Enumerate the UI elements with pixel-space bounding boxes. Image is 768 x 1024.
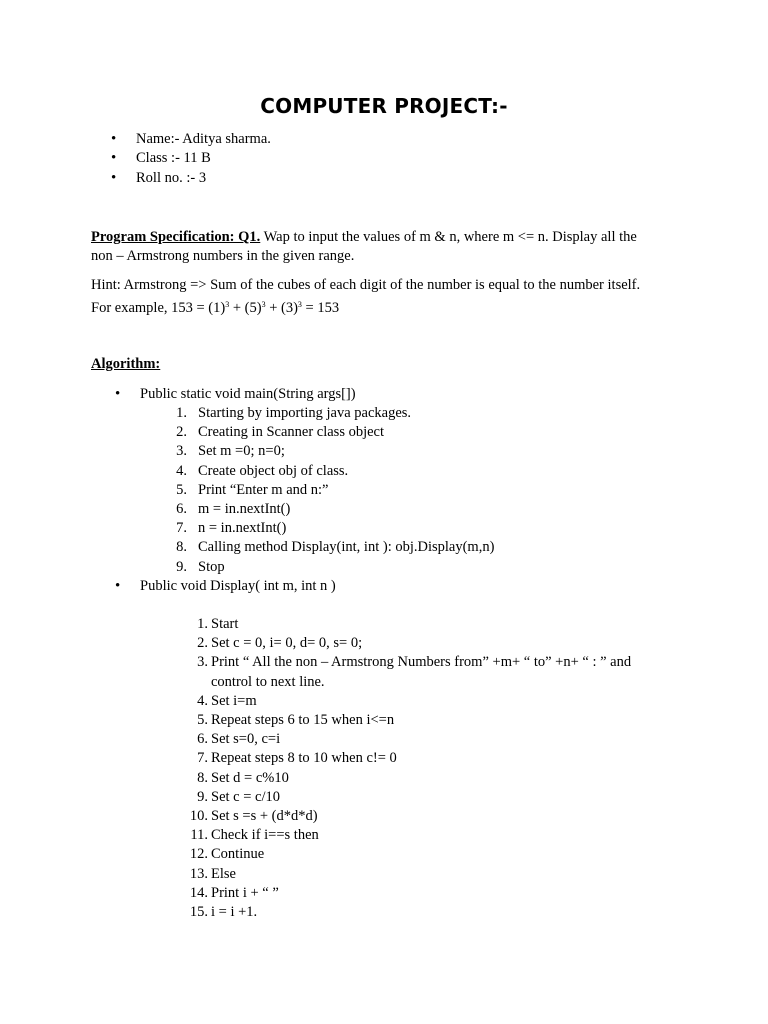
display-step-number: 5.	[197, 712, 208, 728]
display-step: Else	[211, 866, 236, 882]
display-step: control to next line.	[211, 674, 325, 690]
info-name: • Name:- Aditya sharma.	[136, 132, 271, 147]
main-step-number: 9.	[176, 559, 187, 575]
display-step: Set c = c/10	[211, 789, 280, 805]
hint-line-1: Hint: Armstrong => Sum of the cubes of each digit of the number is equal to the number itself.	[91, 277, 641, 293]
display-step: Continue	[211, 846, 265, 862]
program-specification	[91, 228, 681, 266]
display-step: Repeat steps 8 to 10 when c!= 0	[211, 750, 397, 766]
display-step: Print i + “ ”	[211, 885, 279, 901]
main-step-number: 1.	[176, 405, 187, 421]
main-step: Starting by importing java packages.	[198, 405, 412, 421]
display-step: Set s =s + (d*d*d)	[211, 808, 318, 824]
display-step: Start	[211, 616, 239, 632]
display-step: Print “ All the non – Armstrong Numbers from” +m+ “ to” +n+ “ : ” and	[211, 654, 632, 670]
display-step: i = i +1.	[211, 904, 258, 920]
main-step: Create object obj of class.	[198, 463, 349, 479]
spec-text-2: non – Armstrong numbers in the given range.	[91, 248, 355, 264]
main-step-number: 5.	[176, 482, 187, 498]
display-step: Repeat steps 6 to 15 when i<=n	[211, 712, 395, 728]
display-step-number: 1.	[197, 616, 208, 632]
main-step: Stop	[198, 559, 225, 575]
main-step: Print “Enter m and n:”	[198, 482, 329, 498]
display-step-number: 10.	[189, 808, 208, 824]
main-step-number: 4.	[176, 463, 187, 479]
display-step-number: 11.	[190, 827, 208, 843]
display-step-number: 8.	[197, 770, 208, 786]
document-title: COMPUTER PROJECT:-	[260, 94, 508, 118]
display-step-number: 14.	[189, 885, 208, 901]
display-step: Set i=m	[211, 693, 257, 709]
main-step: Calling method Display(int, int ): obj.Display(m,n)	[198, 539, 495, 555]
hint	[91, 276, 711, 318]
algorithm-heading: Algorithm:	[91, 356, 161, 372]
hint-line-2	[91, 300, 339, 316]
display-step: Set d = c%10	[211, 770, 289, 786]
display-step-number: 12.	[189, 846, 208, 862]
display-step-number: 2.	[197, 635, 208, 651]
display-step-number: 6.	[197, 731, 208, 747]
display-step-number: 9.	[197, 789, 208, 805]
display-step: Check if i==s then	[211, 827, 319, 843]
main-step-number: 2.	[176, 424, 187, 440]
main-step-number: 8.	[176, 539, 187, 555]
main-step: Creating in Scanner class object	[198, 424, 385, 440]
main-step: m = in.nextInt()	[198, 501, 291, 517]
main-step-number: 7.	[176, 520, 187, 536]
hint-sup-1: 3	[225, 300, 230, 309]
hint-part-b: + (5)	[229, 300, 262, 316]
display-step-number: 15.	[189, 904, 208, 920]
display-method-header: • Public void Display( int m, int n )	[140, 579, 336, 594]
display-step-number: 3.	[197, 654, 208, 670]
hint-part-c: + (3)	[265, 300, 298, 316]
info-class: • Class :- 11 B	[136, 151, 211, 166]
spec-text-1: Wap to input the values of m & n, where m <= n. Display all the	[260, 229, 637, 245]
display-step: Set s=0, c=i	[211, 731, 281, 747]
main-step-number: 3.	[176, 443, 187, 459]
display-step: Set c = 0, i= 0, d= 0, s= 0;	[211, 635, 363, 651]
display-step-number: 13.	[189, 866, 208, 882]
display-step-number: 4.	[197, 693, 208, 709]
hint-sup-2: 3	[261, 300, 266, 309]
hint-sup-3: 3	[297, 300, 302, 309]
hint-part-a: For example, 153 = (1)	[91, 300, 226, 316]
main-step: n = in.nextInt()	[198, 520, 287, 536]
info-roll: • Roll no. :- 3	[136, 171, 206, 186]
main-step: Set m =0; n=0;	[198, 443, 285, 459]
main-method-header: • Public static void main(String args[])	[140, 387, 356, 402]
hint-part-d: = 153	[301, 300, 340, 316]
spec-label: Program Specification: Q1.	[91, 229, 261, 245]
main-step-number: 6.	[176, 501, 187, 517]
display-step-number: 7.	[197, 750, 208, 766]
